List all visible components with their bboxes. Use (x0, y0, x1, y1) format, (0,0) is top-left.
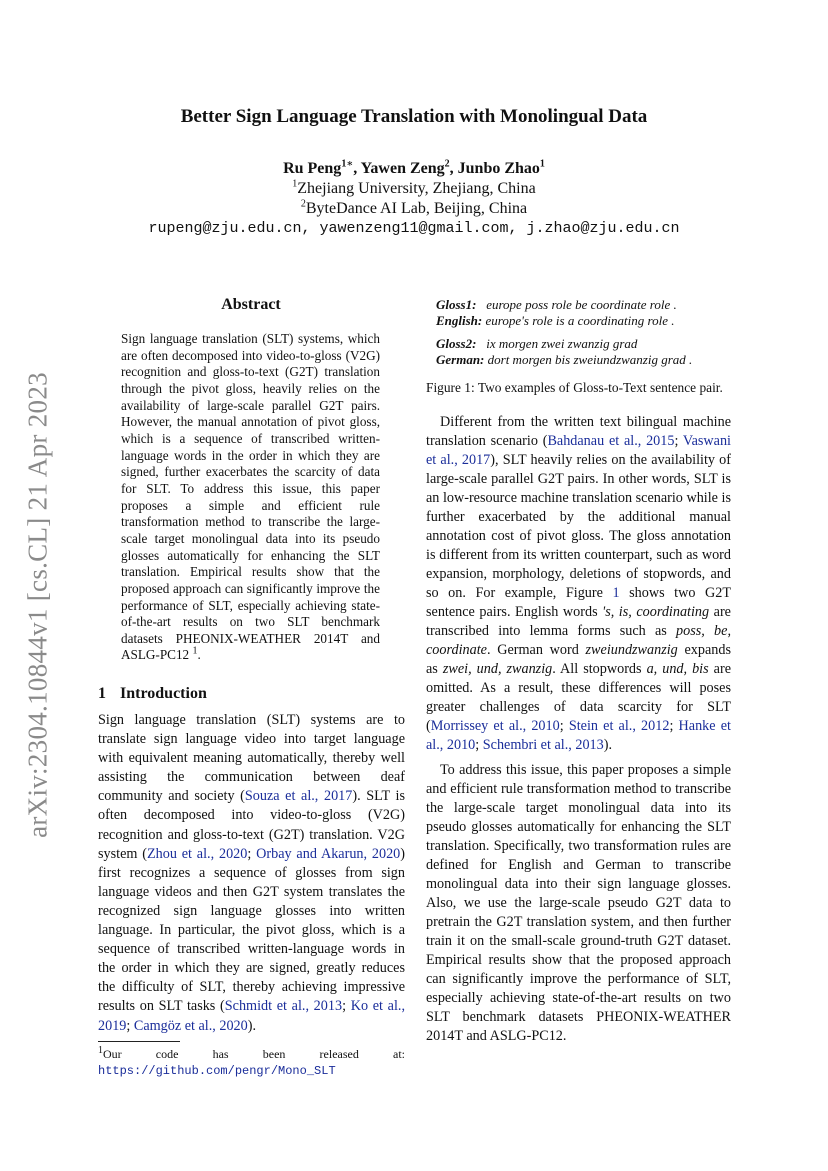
separator: ; (475, 737, 483, 753)
body-text: ). SLT is often decomposed into video-to-gloss (V2G) recognition and gloss-to-text (G2T) translation. V2G system ( (98, 788, 405, 862)
body-text: are omitted. As a result, these differences will poses greater challenges of data scarcity for SLT ( (426, 661, 732, 734)
translation-label: German: (436, 352, 485, 367)
citation-link[interactable]: Schembri et al., 2013 (482, 737, 604, 753)
author-affil-mark: 2 (444, 158, 450, 170)
separator: ; (247, 845, 257, 862)
gloss-label: Gloss1: (436, 297, 477, 312)
section-title: Introduction (120, 685, 207, 702)
figure-ref-link[interactable]: 1 (612, 585, 620, 601)
body-text: Sign language translation (SLT) systems are to translate sign language video into target language with equivalent meaning automatically, thereby well assisting the communication between deaf community and society ( (98, 712, 405, 805)
section-number: 1 (98, 685, 106, 702)
body-text: ). (603, 737, 613, 753)
affiliation (0, 180, 828, 198)
author-affil-mark: 1 (539, 158, 545, 170)
footnote-divider (98, 1041, 180, 1042)
separator: ; (559, 718, 569, 734)
separator: ; (669, 718, 679, 734)
author-name: Yawen Zeng (360, 160, 445, 177)
figure1-example-1 (436, 297, 736, 329)
body-text: ), SLT heavily relies on the availability of large-scale parallel G2T pairs. In other words, SLT is an low-resource machine translation scenario while is further exacerbated by the additional manual annotation cost of pivot gloss. The gloss annotation is different from its written counterpart, such as word expansion, morphology, deletions of stopwords, and so on. For example, Figure (426, 452, 732, 601)
separator: ; (126, 1017, 134, 1034)
section-heading (98, 685, 207, 703)
author-affil-mark: 1∗ (341, 158, 354, 170)
gloss-label: Gloss2: (436, 336, 477, 351)
footnote-ref[interactable]: 1 (192, 646, 198, 658)
affiliation-text: Zhejiang University, Zhejiang, China (297, 180, 536, 197)
paper-title: Better Sign Language Translation with Monolingual Data (180, 106, 648, 127)
citation-link[interactable]: Morrissey et al., 2010 (430, 718, 560, 734)
separator: ; (342, 998, 351, 1015)
right-column-body (426, 413, 731, 1046)
math-term: poss, be, coordinate (426, 623, 731, 658)
body-text: expands as (426, 642, 731, 677)
gloss-text: ix morgen zwei zwanzig grad (486, 336, 638, 351)
citation-link[interactable]: Orbay and Akarun, 2020 (256, 845, 401, 862)
translation-text: europe's role is a coordinating role . (485, 313, 675, 328)
intro-paragraph (98, 711, 405, 1036)
citation-link[interactable]: Vaswani et al., 2017 (426, 433, 731, 468)
translation-text: dort morgen bis zweiundzwanzig grad . (487, 352, 693, 367)
math-term: a, und, bis (646, 661, 709, 677)
affiliation (0, 200, 828, 218)
code-repo-link[interactable]: https://github.com/pengr/Mono_SLT (98, 1064, 336, 1078)
citation-link[interactable]: Hanke et al., 2010 (426, 718, 731, 753)
abstract-heading: Abstract (221, 296, 281, 313)
footnote-text: Our code has been released at: (103, 1047, 405, 1061)
figure1-example-2 (436, 336, 736, 368)
affiliation-mark: 1 (292, 178, 298, 190)
body-text: are transcribed into lemma forms such as (426, 604, 731, 639)
separator: ; (674, 433, 683, 449)
affiliation-text: ByteDance AI Lab, Beijing, China (305, 200, 528, 217)
body-text: . All stopwords (552, 661, 647, 677)
body-text: shows two G2T sentence pairs. English words (426, 585, 732, 620)
citation-link[interactable]: Bahdanau et al., 2015 (547, 433, 675, 449)
body-paragraph (426, 413, 731, 755)
citation-link[interactable]: Ko et al., 2019 (98, 998, 405, 1034)
citation-link[interactable]: Camgöz et al., 2020 (133, 1017, 248, 1034)
body-paragraph: To address this issue, this paper proposes a simple and efficient rule transformation method to transcribe the large-scale target monolingual data into its pseudo glosses automatically for enhancing the SLT translation. Specifically, two transformation rules are defined for English and German to transcribe monolingual data into their sign language glosses. Also, we use the large-scale pseudo G2T data to pretrain the G2T translation system, and then further train it on the small-scale ground-truth G2T dataset. Empirical results show that the proposed approach can significantly improve the performance of SLT, especially achieving state-of-the-art results on two SLT benchmark datasets PHEONIX-WEATHER 2014T and ASLG-PC12. (426, 762, 731, 1044)
body-text: . German word (486, 642, 586, 658)
arxiv-identifier-stamp (22, 365, 54, 845)
figure-caption: Figure 1: Two examples of Gloss-to-Text sentence pair. (426, 380, 723, 395)
math-term: 's, is, coordinating (602, 604, 710, 620)
math-term: zweiundzwanzig (585, 642, 678, 658)
citation-link[interactable]: Souza et al., 2017 (244, 788, 353, 805)
citation-link[interactable]: Stein et al., 2012 (568, 718, 670, 734)
author-list: Ru Peng$^{1∗}$, Yawen Zeng$^2$, Junbo Zhao$^1$ (283, 158, 545, 177)
arxiv-identifier-text: arXiv:2304.10844v1 [cs.CL] 21 Apr 2023 (22, 372, 53, 838)
math-term: zwei, und, zwanzig (442, 661, 553, 677)
affiliation-mark: 2 (300, 198, 306, 210)
body-text: ) first recognizes a sequence of glosses from sign language videos and then G2T system translates the recognized sign language glosses into written language. In particular, the pivot gloss, which is a sequence of transcribed written-language words in the order in which they are signed, greatly reduces the difficulty of SLT, thereby achieving impressive results on SLT tasks ( (98, 845, 405, 1015)
body-text: ). (247, 1017, 257, 1034)
body-text: Different from the written text bilingual machine translation scenario ( (426, 414, 731, 449)
author-name: Ru Peng (283, 160, 342, 177)
translation-label: English: (436, 313, 483, 328)
author-name: Junbo Zhao (457, 160, 540, 177)
citation-link[interactable]: Schmidt et al., 2013 (224, 998, 343, 1015)
footnote (98, 1046, 405, 1079)
author-emails: rupeng@zju.edu.cn, yawenzeng11@gmail.com, j.zhao@zju.edu.cn (148, 220, 680, 237)
footnote-mark: 1 (98, 1045, 103, 1056)
abstract-text: Sign language translation (SLT) systems, which are often decomposed into video-to-gloss (V2G) recognition and gloss-to-text (G2T) translation through the pivot gloss, heavily relies on the availability of large-scale parallel G2T pairs. However, the manual annotation of pivot gloss, which is a sequence of transcribed written-language words in the order in which they are signed, further exacerbates the scarcity of data for SLT. To address this issue, this paper proposes a simple and efficient rule transformation method to transcribe the large-scale target monolingual data into its pseudo glosses automatically for enhancing the SLT translation. Empirical results show that the proposed approach can significantly improve the performance of SLT, especially achieving state-of-the-art results on two SLT benchmark datasets PHEONIX-WEATHER 2014T and ASLG-PC12 (121, 331, 380, 663)
citation-link[interactable]: Zhou et al., 2020 (146, 845, 248, 862)
gloss-text: europe poss role be coordinate role . (486, 297, 677, 312)
abstract-body: Sign language translation (SLT) systems, which are often decomposed into video-to-gloss (V2G) recognition and gloss-to-text (G2T) translation through the pivot gloss, heavily relies on the availability of large-scale parallel G2T pairs. However, the manual annotation of pivot gloss, which is a sequence of transcribed written-language words in the order in which they are signed, further exacerbates the scarcity of data for SLT. To address this issue, this paper proposes a simple and efficient rule transformation method to transcribe the large-scale target monolingual data into its pseudo glosses automatically for enhancing the SLT translation. Empirical results show that the proposed approach can significantly improve the performance of SLT, especially achieving state-of-the-art results on two SLT benchmark datasets PHEONIX-WEATHER 2014T and ASLG-PC12 $^1$. (121, 331, 380, 663)
